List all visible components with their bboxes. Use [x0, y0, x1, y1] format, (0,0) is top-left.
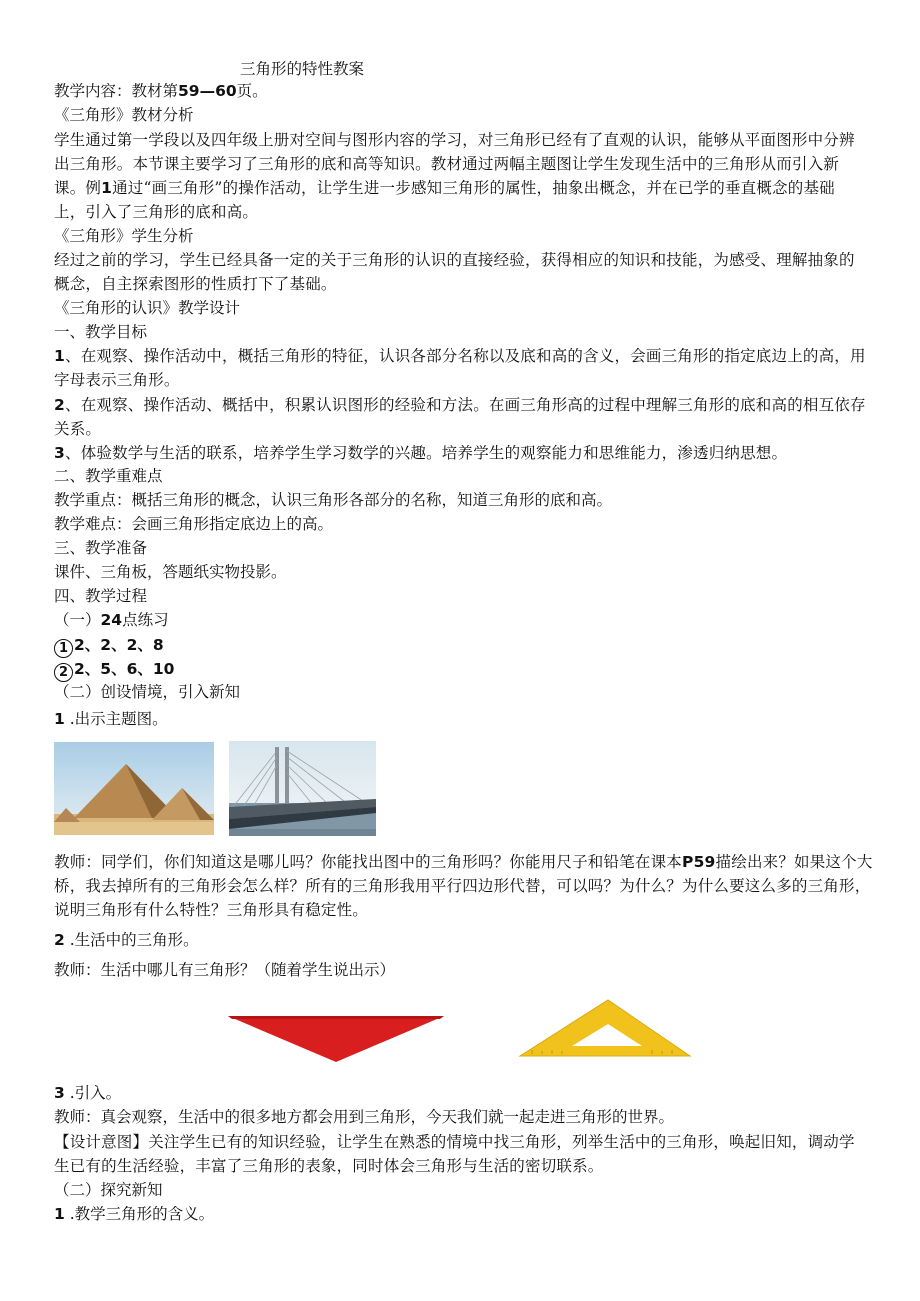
teacher-question-text-2: 描绘出来？如果这个大桥，我去掉所有的三角形会怎么样？所有的三角形我用平行四边形代替，可以吗？为什么？为什么要这么多的三角形，说明三角形有什么特性？三角形具有稳定性。 — [54, 853, 873, 919]
practice-item-1-text: 2、2、2、8 — [74, 636, 164, 654]
process-heading: 四、教学过程 — [54, 587, 148, 605]
practice-item-2-text: 2、5、6、10 — [74, 660, 175, 678]
practice-suffix: 点练习 — [122, 611, 169, 629]
content-suffix: 页。 — [236, 82, 268, 100]
goal-1-number: 1 — [54, 347, 65, 365]
textbook-analysis-paragraph — [54, 128, 866, 224]
step-4-text: .教学三角形的含义。 — [64, 1205, 215, 1223]
practice-item-1 — [54, 634, 164, 658]
red-scarf-image — [226, 1012, 446, 1064]
practice-prefix: （一） — [54, 611, 101, 629]
goals-heading: 一、教学目标 — [54, 323, 148, 341]
circled-number-1: 1 — [54, 639, 73, 658]
content-pages: 59—60 — [178, 82, 237, 100]
practice-number: 24 — [100, 611, 123, 629]
goal-2-number: 2 — [54, 396, 65, 414]
yellow-set-square — [516, 996, 692, 1060]
step-4-number: 1 — [54, 1205, 65, 1223]
goal-2 — [54, 393, 866, 441]
situation-heading: （二）创设情境，引入新知 — [54, 683, 241, 701]
circled-number-2: 2 — [54, 663, 73, 682]
student-analysis-paragraph: 经过之前的学习，学生已经具备一定的关于三角形的认识的直接经验，获得相应的知识和技能，为感受、理解抽象的概念，自主探索图形的性质打下了基础。 — [54, 251, 855, 293]
practice-heading — [54, 609, 169, 631]
step-3 — [54, 1082, 121, 1104]
step-1-number: 1 — [54, 710, 65, 728]
goal-1 — [54, 344, 866, 392]
document-title: 三角形的特性教案 — [240, 60, 365, 78]
goal-1-text: 、在观察、操作活动中，概括三角形的特征，认识各部分名称以及底和高的含义，会画三角形的指定底边上的高，用字母表示三角形。 — [54, 347, 866, 389]
set-square-image — [516, 996, 692, 1060]
key-point: 教学重点：概括三角形的概念，认识三角形各部分的名称，知道三角形的底和高。 — [54, 491, 613, 509]
step-4 — [54, 1203, 214, 1225]
design-heading: 《三角形的认识》教学设计 — [54, 299, 241, 317]
content-prefix: 教学内容：教材第 — [54, 82, 179, 100]
step-2-number: 2 — [54, 931, 65, 949]
step-3-number: 3 — [54, 1084, 65, 1102]
pyramids-image — [54, 742, 214, 835]
step-2-text: .生活中的三角形。 — [64, 931, 199, 949]
student-analysis-heading: 《三角形》学生分析 — [54, 227, 194, 245]
textbook-analysis-text-1: 学生通过第一学段以及四年级上册对空间与图形内容的学习，对三角形已经有了直观的认识，能够从平面图形中分辨出三角形。本节课主要学习了三角形的底和高等知识。教材通过两幅主题图让学生发现生活中的三角形从而引入新课。例 — [54, 131, 855, 197]
goal-3 — [54, 441, 866, 465]
teacher-life-question: 教师：生活中哪儿有三角形？（随着学生说出示） — [54, 961, 396, 979]
prep-text: 课件、三角板，答题纸实物投影。 — [54, 563, 287, 581]
step-1-text: .出示主题图。 — [64, 710, 168, 728]
key-heading: 二、教学重难点 — [54, 467, 163, 485]
teacher-intro: 教师：真会观察，生活中的很多地方都会用到三角形，今天我们就一起走进三角形的世界。 — [54, 1108, 675, 1126]
red-triangle — [226, 1012, 446, 1064]
difficult-point: 教学难点：会画三角形指定底边上的高。 — [54, 515, 334, 533]
design-intent-paragraph: 【设计意图】关注学生已有的知识经验，让学生在熟悉的情境中找三角形，列举生活中的三角形，唤起旧知，调动学生已有的生活经验，丰富了三角形的表象，同时体会三角形与生活的密切联系。 — [54, 1133, 855, 1175]
step-2 — [54, 929, 199, 951]
example-number: 1 — [101, 179, 113, 197]
textbook-page: P59 — [682, 853, 716, 871]
textbook-analysis-heading: 《三角形》教材分析 — [54, 106, 194, 124]
bridge-image — [229, 741, 376, 836]
goal-3-text: 、体验数学与生活的联系，培养学生学习数学的兴趣。培养学生的观察能力和思维能力，渗透归纳思想。 — [65, 444, 788, 462]
prep-heading: 三、教学准备 — [54, 539, 148, 557]
goal-2-text: 、在观察、操作活动、概括中，积累认识图形的经验和方法。在画三角形高的过程中理解三角形的底和高的相互依存关系。 — [54, 396, 866, 438]
practice-item-2 — [54, 658, 174, 682]
teacher-question-paragraph — [54, 850, 874, 922]
pyramids-illustration — [54, 742, 214, 835]
explore-heading: （二）探究新知 — [54, 1181, 163, 1199]
textbook-analysis-text-2: 通过“画三角形”的操作活动，让学生进一步感知三角形的属性，抽象出概念，并在已学的垂直概念的基础上，引入了三角形的底和高。 — [54, 179, 835, 221]
teacher-question-text-1: 教师：同学们，你们知道这是哪儿吗？你能找出图中的三角形吗？你能用尺子和铅笔在课本 — [54, 853, 683, 871]
step-3-text: .引入。 — [64, 1084, 122, 1102]
bridge-illustration — [229, 741, 376, 836]
step-1 — [54, 708, 168, 730]
teaching-content — [54, 80, 268, 102]
goal-3-number: 3 — [54, 444, 65, 462]
